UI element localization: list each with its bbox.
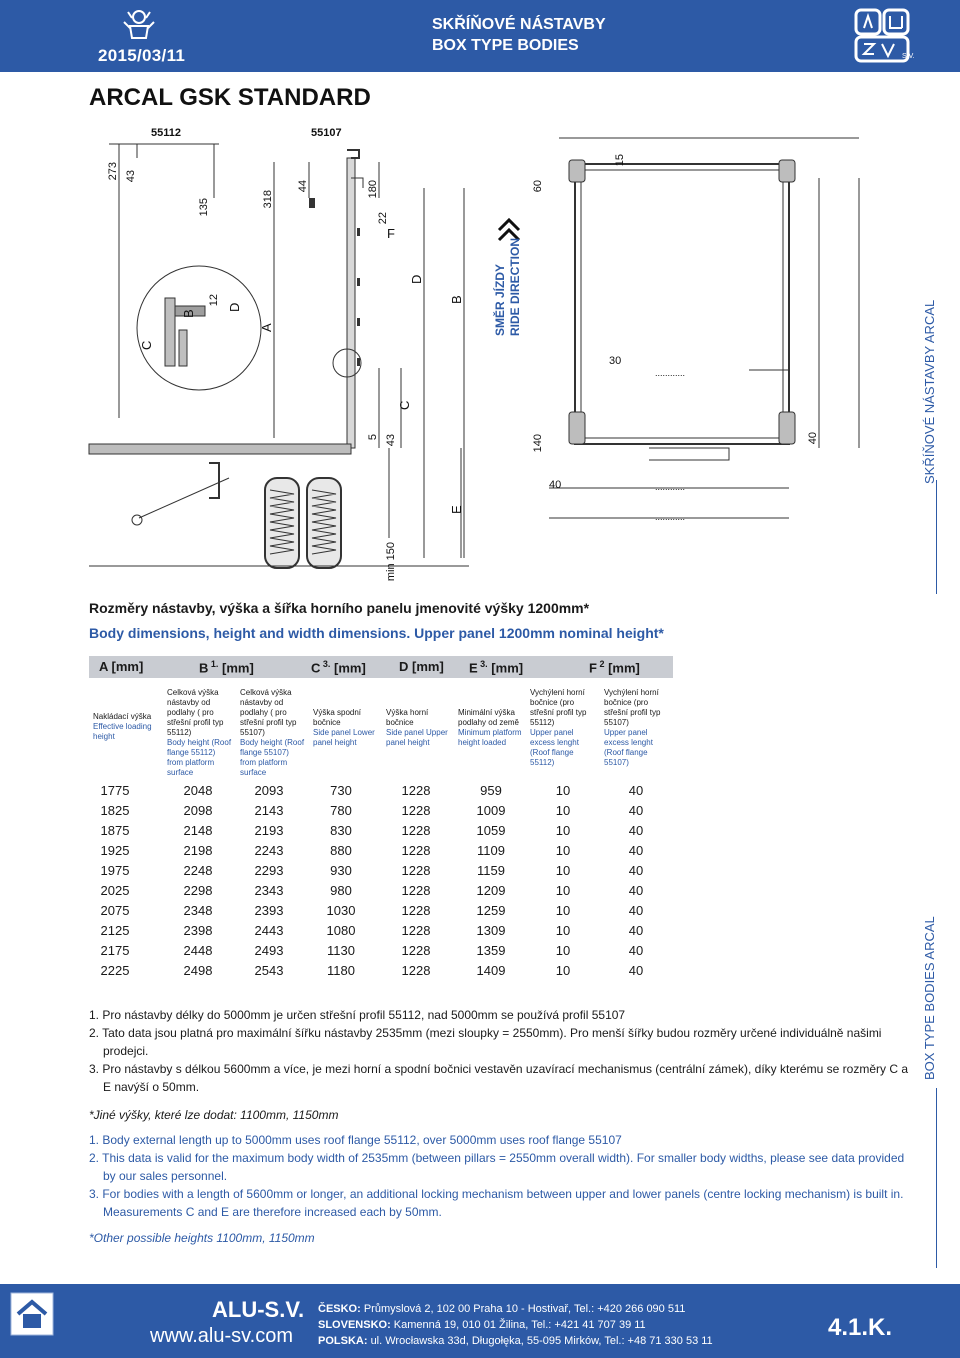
note-other-en: *Other possible heights 1100mm, 1150mm	[89, 1231, 315, 1245]
table-cell: 2348	[183, 903, 213, 918]
dim-44: 44	[297, 180, 309, 193]
description-en: Upper panel excess lenght (Roof flange 55112)	[530, 728, 579, 767]
table-cell: 1875	[100, 823, 130, 838]
note-cz-3: 3. Pro nástavby s délkou 5600mm a více, je mezi horní a spodní bočnici vestavěn uzavírací mechanismus (centrální zámek), díky kterému se rozměry C a E navýší o 50mm.	[89, 1062, 909, 1094]
column-header-unit: [mm]	[107, 659, 144, 674]
table-cell: 2448	[183, 943, 213, 958]
column-description	[458, 708, 526, 748]
table-cell: 980	[330, 883, 352, 898]
table-cell: 10	[555, 803, 571, 818]
side-divider-bottom	[936, 1088, 937, 1268]
column-description	[313, 708, 379, 748]
technical-drawing	[89, 118, 859, 588]
header-title	[432, 14, 606, 56]
column-header-unit: [mm]	[487, 660, 524, 676]
table-cell: 10	[555, 783, 571, 798]
table-cell: 1409	[476, 963, 506, 978]
dim-273: 273	[107, 162, 119, 181]
footer-band	[0, 1284, 960, 1358]
table-cell: 2248	[183, 863, 213, 878]
label-f: F	[387, 226, 395, 241]
table-cell: 10	[555, 863, 571, 878]
column-header-letter: F	[589, 660, 597, 676]
side-label-top: SKŘÍŇOVÉ NÁSTAVBY ARCAL	[922, 299, 937, 484]
section-heading-cz: Rozměry nástavby, výška a šířka horního panelu jmenovité výšky 1200mm*	[89, 600, 590, 616]
description-en: Upper panel excess lenght (Roof flange 55107)	[604, 728, 653, 767]
table-cell: 1059	[476, 823, 506, 838]
table-cell: 10	[555, 903, 571, 918]
column-header-d	[399, 659, 444, 674]
table-cell: 2298	[183, 883, 213, 898]
table-cell: 1228	[401, 843, 431, 858]
description-en: Side panel Upper panel height	[386, 728, 448, 747]
table-row	[89, 862, 673, 882]
table-cell: 1080	[326, 923, 356, 938]
column-header-footnote: 1.	[208, 659, 219, 669]
column-header-letter: E	[469, 660, 478, 676]
table-cell: 1228	[401, 823, 431, 838]
table-cell: 2098	[183, 803, 213, 818]
direction-arrow-icon	[499, 220, 519, 240]
table-cell: 1228	[401, 963, 431, 978]
table-cell: 1228	[401, 863, 431, 878]
column-header-footnote: 3.	[477, 659, 488, 669]
table-cell: 2398	[183, 923, 213, 938]
description-cz: Celková výška nástavby od podlahy ( pro střešní profil typ 55112)	[167, 688, 224, 737]
note-cz-1: 1. Pro nástavby délky do 5000mm je určen střešní profil 55112, nad 5000mm se používá profil 55107	[89, 1008, 626, 1022]
column-description	[530, 688, 596, 768]
description-en: Effective loading height	[93, 722, 152, 741]
description-cz: Výška horní bočnice	[386, 708, 429, 727]
column-header-unit: [mm]	[604, 660, 640, 676]
header-title-en: BOX TYPE BODIES	[432, 37, 579, 54]
dim-15: 15	[614, 154, 626, 167]
table-cell: 2198	[183, 843, 213, 858]
wheels	[89, 478, 469, 568]
dim-135: 135	[198, 198, 210, 217]
table-cell: 2393	[254, 903, 284, 918]
dim-43-lower: 43	[385, 434, 397, 447]
table-cell: 2175	[100, 943, 130, 958]
dim-180: 180	[367, 180, 379, 199]
dots-3: ............	[655, 512, 686, 522]
column-header-c	[311, 659, 366, 675]
dim-140: 140	[532, 434, 544, 453]
contact-pl	[318, 1333, 713, 1349]
column-description	[167, 688, 233, 778]
dim-43: 43	[125, 170, 137, 183]
column-description	[386, 708, 450, 748]
label-c-detail: C	[139, 340, 154, 350]
table-cell: 1359	[476, 943, 506, 958]
table-cell: 2543	[254, 963, 284, 978]
column-header-letter: A	[99, 659, 108, 674]
label-c: C	[397, 400, 412, 410]
dots-1: ............	[655, 368, 686, 378]
contact-cz-address: Průmyslová 2, 102 00 Praha 10 - Hostivař, Tel.: +420 266 090 511	[363, 1303, 686, 1315]
table-cell: 10	[555, 943, 571, 958]
table-cell: 10	[555, 883, 571, 898]
table-cell: 1975	[100, 863, 130, 878]
table-cell: 1228	[401, 783, 431, 798]
table-cell: 959	[480, 783, 502, 798]
dim-12: 12	[208, 294, 220, 307]
description-cz: Celková výška nástavby od podlahy ( pro střešní profil typ 55107)	[240, 688, 297, 737]
table-cell: 730	[330, 783, 352, 798]
dim-22: 22	[377, 212, 389, 225]
table-cell: 2225	[100, 963, 130, 978]
contact-cz-label: ČESKO:	[318, 1303, 361, 1315]
description-en: Minimum platform height loaded	[458, 728, 522, 747]
column-header-letter: D	[399, 659, 409, 674]
label-d-detail: D	[227, 302, 242, 312]
note-en-2: 2. This data is valid for the maximum body width of 2535mm (between pillars = 2550mm overall width). For smaller body widths, please see data provided by our sales personnel.	[89, 1151, 905, 1183]
table-cell: 2048	[183, 783, 213, 798]
column-header-unit: [mm]	[218, 660, 254, 676]
rear-view-frame	[549, 138, 859, 518]
page-number: 4.1.K.	[828, 1314, 893, 1341]
note-en-3: 3. For bodies with a length of 5600mm or longer, an additional locking mechanism between upper and lower panels (centre locking mechanism) is built in. Measurements C and E are therefore increased each by 50mm.	[89, 1187, 904, 1219]
table-cell: 40	[628, 883, 644, 898]
table-cell: 2143	[254, 803, 284, 818]
table-cell: 40	[628, 863, 644, 878]
table-header	[89, 656, 673, 678]
table-cell: 1259	[476, 903, 506, 918]
table-cell: 40	[628, 943, 644, 958]
header-title-cz: SKŘÍŇOVÉ NÁSTAVBY	[432, 16, 606, 33]
table-cell: 2075	[100, 903, 130, 918]
description-en: Body height (Roof flange 55107) from platform surface	[240, 738, 305, 777]
column-header-unit: [mm]	[330, 660, 366, 676]
dim-min150: min 150	[385, 542, 397, 582]
dim-318: 318	[262, 190, 274, 209]
table-row	[89, 782, 673, 802]
table-cell: 2498	[183, 963, 213, 978]
alu-sv-logo-icon	[852, 6, 915, 64]
notes-en	[89, 1131, 909, 1221]
table-cell: 1228	[401, 923, 431, 938]
profile-label-55112: 55112	[151, 127, 181, 139]
table-cell: 2093	[254, 783, 284, 798]
dim-60: 60	[532, 180, 544, 193]
table-cell: 2125	[100, 923, 130, 938]
table-cell: 40	[628, 823, 644, 838]
table-cell: 1180	[327, 963, 355, 978]
table-cell: 1925	[100, 843, 130, 858]
contact-sk-address: Kamenná 19, 010 01 Žilina, Tel.: +421 41 707 39 11	[393, 1319, 646, 1331]
column-header-f	[589, 659, 640, 675]
side-divider-top	[936, 480, 937, 594]
label-b-left: B	[181, 309, 196, 318]
table-row	[89, 922, 673, 942]
table-cell: 10	[555, 923, 571, 938]
table-cell: 1228	[401, 803, 431, 818]
table-cell: 40	[628, 923, 644, 938]
document-date: 2015/03/11	[98, 46, 186, 65]
note-other-cz: *Jiné výšky, které lze dodat: 1100mm, 1150mm	[89, 1108, 339, 1122]
description-cz: Výška spodní bočnice	[313, 708, 362, 727]
table-cell: 830	[330, 823, 352, 838]
page-title: ARCAL GSK STANDARD	[89, 84, 371, 111]
column-header-a	[99, 659, 143, 674]
table-cell: 1159	[477, 863, 505, 878]
table-row	[89, 802, 673, 822]
table-cell: 2493	[254, 943, 284, 958]
profile-label-55107: 55107	[311, 127, 342, 139]
header-band	[0, 0, 960, 72]
contact-sk-label: SLOVENSKO:	[318, 1319, 391, 1331]
direction-label-en: RIDE DIRECTION	[508, 237, 522, 336]
column-header-e	[469, 659, 523, 675]
table-row	[89, 882, 673, 902]
table-cell: 40	[628, 963, 644, 978]
table-cell: 1209	[476, 883, 506, 898]
table-row	[89, 842, 673, 862]
table-cell: 1009	[476, 803, 506, 818]
dim-40-right: 40	[807, 432, 819, 445]
body-side-wall	[309, 150, 363, 448]
table-row	[89, 942, 673, 962]
table-cell: 10	[555, 843, 571, 858]
note-en-1: 1. Body external length up to 5000mm uses roof flange 55112, over 5000mm uses roof flange 55107	[89, 1133, 622, 1147]
table-cell: 40	[628, 903, 644, 918]
table-cell: 10	[555, 823, 571, 838]
note-other-heights-en	[89, 1229, 909, 1247]
table-row	[89, 822, 673, 842]
section-heading-en: Body dimensions, height and width dimensions. Upper panel 1200mm nominal height*	[89, 625, 664, 641]
table-cell: 40	[628, 803, 644, 818]
table-cell: 10	[555, 963, 571, 978]
notes-cz	[89, 1006, 909, 1096]
footer-brand: ALU-S.V.	[212, 1297, 305, 1322]
table-row	[89, 902, 673, 922]
table-cell: 40	[628, 843, 644, 858]
column-header-unit: [mm]	[408, 659, 444, 674]
table-cell: 1030	[326, 903, 356, 918]
table-cell: 1228	[401, 903, 431, 918]
table-cell: 780	[330, 803, 352, 818]
table-cell: 2293	[254, 863, 284, 878]
contact-pl-address: ul. Wrocławska 33d, Długołęka, 55-095 Mirków, Tel.: +48 71 330 53 11	[370, 1335, 713, 1347]
table-cell: 1228	[401, 883, 431, 898]
home-icon[interactable]	[10, 1292, 54, 1336]
table-cell: 2193	[254, 823, 284, 838]
label-a: A	[259, 323, 274, 332]
column-header-letter: B	[199, 660, 209, 676]
table-cell: 2243	[254, 843, 284, 858]
contact-pl-label: POLSKA:	[318, 1335, 368, 1347]
label-e: E	[449, 505, 464, 514]
table-cell: 930	[330, 863, 352, 878]
table-cell: 880	[330, 843, 352, 858]
contact-cz	[318, 1301, 713, 1317]
description-en: Side panel Lower panel height	[313, 728, 375, 747]
column-description	[240, 688, 306, 778]
footer-website-link[interactable]: www.alu-sv.com	[150, 1325, 293, 1347]
dim-30: 30	[609, 355, 622, 367]
table-cell: 1109	[477, 843, 505, 858]
note-cz-2: 2. Tato data jsou platná pro maximální šířku nástavby 2535mm (mezi sloupky = 2550mm). Pro menší šířky budou rozměry určené individuálně našimi prodejci.	[89, 1026, 882, 1058]
description-en: Body height (Roof flange 55112) from platform surface	[167, 738, 232, 777]
mascot-icon	[120, 8, 158, 42]
description-cz: Minimální výška podlahy od země	[458, 708, 519, 727]
table-cell: 1130	[327, 943, 355, 958]
footer-contacts	[318, 1301, 713, 1349]
note-other-heights-cz	[89, 1106, 909, 1124]
table-cell: 1228	[401, 943, 431, 958]
column-header-letter: C	[311, 660, 321, 676]
side-label-bottom: BOX TYPE BODIES ARCAL	[922, 916, 937, 1080]
column-description	[93, 712, 157, 742]
profile-detail-circle	[137, 266, 361, 390]
table-cell: 2343	[254, 883, 284, 898]
table-cell: 1309	[476, 923, 506, 938]
description-cz: Vychýlení horní bočnice (pro střešní profil typ 55112)	[530, 688, 587, 727]
table-cell: 40	[628, 783, 644, 798]
dimensions-table	[89, 782, 673, 982]
table-cell: 2148	[183, 823, 213, 838]
label-d: D	[409, 274, 424, 284]
table-cell: 1775	[100, 783, 130, 798]
column-description	[604, 688, 670, 768]
table-cell: 2443	[254, 923, 284, 938]
description-cz: Vychýlení horní bočnice (pro střešní profil typ 55107)	[604, 688, 661, 727]
dots-2: ............	[655, 482, 686, 492]
dim-5: 5	[367, 434, 379, 441]
table-cell: 1825	[100, 803, 130, 818]
contact-sk	[318, 1317, 713, 1333]
dim-40-bottom: 40	[549, 479, 562, 491]
column-header-footnote: 3.	[320, 659, 331, 669]
label-b-right: B	[449, 295, 464, 304]
table-cell: 2025	[100, 883, 130, 898]
column-header-footnote: 2	[596, 659, 605, 669]
direction-label-cz: SMĚR JÍZDY	[493, 263, 507, 336]
description-cz: Nakládací výška	[93, 712, 152, 721]
logo-text: S.V.	[902, 53, 915, 60]
column-header-b	[199, 659, 254, 675]
table-row	[89, 962, 673, 982]
